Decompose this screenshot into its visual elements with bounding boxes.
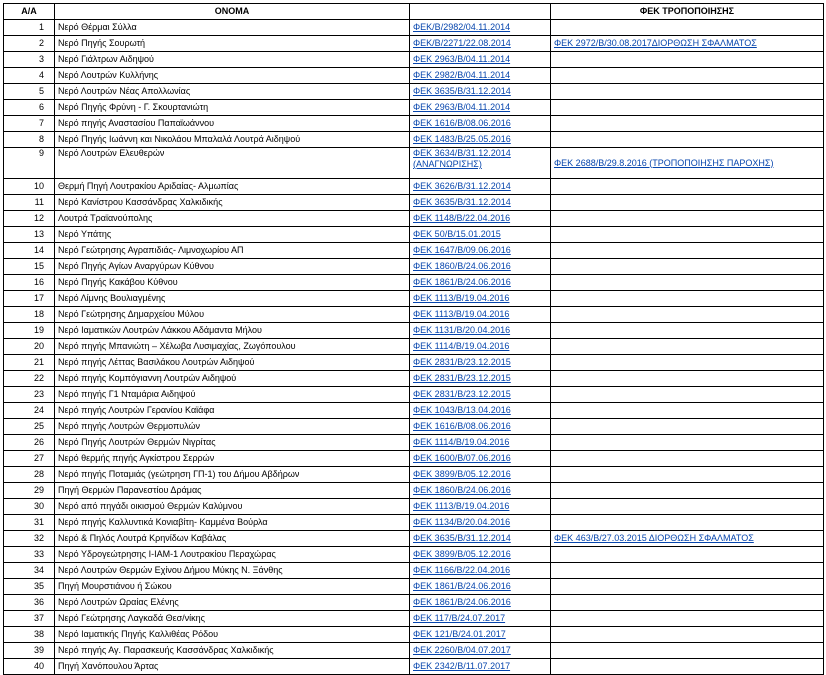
spring-name: Νερό Πηγής Σουρωτή [55,36,410,52]
table-row [4,243,824,259]
modification-cell [551,323,824,339]
table-row [4,84,824,100]
fek-cell [410,403,551,419]
fek-link[interactable]: ΦΕΚ 50/Β/15.01.2015 [413,229,501,239]
modification-cell [551,643,824,659]
table-row [4,659,824,675]
table-row [4,403,824,419]
row-number: 5 [4,84,55,100]
fek-cell [410,531,551,547]
fek-cell [410,20,551,36]
table-row [4,195,824,211]
fek-cell [410,339,551,355]
fek-cell [410,595,551,611]
spring-name: Νερό πηγής Γ1 Νταμάρια Αιδηψού [55,387,410,403]
table-row [4,68,824,84]
fek-link[interactable]: ΦΕΚ 1860/Β/24.06.2016 [413,261,511,271]
fek-cell [410,179,551,195]
modification-cell [551,148,824,179]
fek-link[interactable]: ΦΕΚ 1113/Β/19.04.2016 [413,293,510,303]
table-body [4,20,824,675]
row-number: 15 [4,259,55,275]
spring-name: Νερό Θέρμαι Σύλλα [55,20,410,36]
spring-name: Νερό Πηγής Αγίων Αναργύρων Κύθνου [55,259,410,275]
fek-link[interactable]: ΦΕΚ 3899/Β/05.12.2016 [413,469,511,479]
spring-name: Νερό Γεώτρησης Λαγκαδά Θεσ/νίκης [55,611,410,627]
fek-cell [410,148,551,179]
table-row [4,435,824,451]
table-row [4,563,824,579]
modification-cell [551,243,824,259]
modification-cell [551,579,824,595]
row-number: 4 [4,68,55,84]
row-number: 2 [4,36,55,52]
fek-link[interactable]: ΦΕΚ 2831/Β/23.12.2015 [413,389,511,399]
modification-cell [551,563,824,579]
modification-cell [551,179,824,195]
fek-link[interactable]: ΦΕΚ/Β/2271/22.08.2014 [413,38,511,48]
fek-link[interactable]: ΦΕΚ 1860/Β/24.06.2016 [413,485,511,495]
fek-link[interactable]: ΦΕΚ 1483/Β/25.05.2016 [413,134,511,144]
spring-name: Νερό θερμής πηγής Αγκίστρου Σερρών [55,451,410,467]
modification-cell [551,100,824,116]
fek-cell [410,100,551,116]
spring-name: Νερό πηγής Μπανιώτη – Χέλωβα Λυσιμαχίας, Ζωγόπουλου [55,339,410,355]
fek-link[interactable]: ΦΕΚ 121/Β/24.01.2017 [413,629,506,639]
fek-link[interactable]: ΦΕΚ 1616/Β/08.06.2016 [413,118,511,128]
spring-name: Νερό Ιαματικής Πηγής Καλλιθέας Ρόδου [55,627,410,643]
row-number: 25 [4,419,55,435]
modification-cell [551,307,824,323]
modification-link[interactable]: ΦΕΚ 463/Β/27.03.2015 ΔΙΟΡΘΩΣΗ ΣΦΑΛΜΑΤΟΣ [554,533,754,543]
fek-link[interactable]: ΦΕΚ 1861/Β/24.06.2016 [413,277,511,287]
row-number: 11 [4,195,55,211]
row-number: 19 [4,323,55,339]
table-row [4,643,824,659]
row-number: 13 [4,227,55,243]
table-row [4,275,824,291]
row-number: 22 [4,371,55,387]
row-number: 10 [4,179,55,195]
modification-cell [551,52,824,68]
fek-cell [410,323,551,339]
table-row [4,627,824,643]
spring-name: Θερμή Πηγή Λουτρακίου Αριδαίας- Αλμωπίας [55,179,410,195]
fek-cell [410,116,551,132]
modification-cell [551,355,824,371]
modification-cell [551,531,824,547]
row-number: 24 [4,403,55,419]
row-number: 18 [4,307,55,323]
table-row [4,579,824,595]
spring-name: Νερό πηγής Αγ. Παρασκευής Κασσάνδρας Χαλκιδικής [55,643,410,659]
header-name: ΟΝΟΜΑ [55,4,410,20]
fek-cell [410,291,551,307]
table-row [4,467,824,483]
fek-link[interactable]: ΦΕΚ 2342/Β/11.07.2017 [413,661,511,671]
fek-cell [410,259,551,275]
modification-link[interactable]: ΦΕΚ 2688/Β/29.8.2016 (ΤΡΟΠΟΠΟΙΗΣΗΣ ΠΑΡΟΧΗΣ) [554,157,774,168]
spring-name: Νερό πηγής Καλλυντικά Κονιαβίτη- Καμμένα Βούρλα [55,515,410,531]
fek-cell [410,499,551,515]
row-number: 35 [4,579,55,595]
table-row [4,211,824,227]
modification-cell [551,387,824,403]
modification-link[interactable]: ΦΕΚ 2972/Β/30.08.2017ΔΙΟΡΘΩΣΗ ΣΦΑΛΜΑΤΟΣ [554,38,757,48]
spring-name: Νερό Πηγής Λουτρών Θερμών Νιγρίτας [55,435,410,451]
fek-link[interactable]: ΦΕΚ 1134/Β/20.04.2016 [413,517,511,527]
header-mod: ΦΕΚ ΤΡΟΠΟΠΟΙΗΣΗΣ [551,4,824,20]
spring-name: Νερό Υδρογεώτρησης Ι-ΙΑΜ-1 Λουτρακίου Περαχώρας [55,547,410,563]
modification-cell [551,339,824,355]
modification-cell [551,227,824,243]
modification-cell [551,435,824,451]
modification-cell [551,275,824,291]
spring-name: Νερό Υπάτης [55,227,410,243]
spring-name: Νερό Γεώτρησης Αγραπιδιάς- Λιμνοχωρίου ΑΠ [55,243,410,259]
fek-link[interactable]: ΦΕΚ 3635/Β/31.12.2014 [413,197,511,207]
header-fek [410,4,551,20]
spring-name: Νερό πηγής Αναστασίου Παπαϊωάννου [55,116,410,132]
spring-name: Νερό από πηγάδι οικισμού Θερμών Καλύμνου [55,499,410,515]
modification-cell [551,403,824,419]
fek-link[interactable]: ΦΕΚ 2831/Β/23.12.2015 [413,357,511,367]
row-number: 40 [4,659,55,675]
spring-name: Νερό Γεώτρησης Δημαρχείου Μύλου [55,307,410,323]
modification-cell [551,547,824,563]
fek-link[interactable]: ΦΕΚ 1616/Β/08.06.2016 [413,421,511,431]
fek-link[interactable]: ΦΕΚ 3635/Β/31.12.2014 [413,533,511,543]
table-row [4,227,824,243]
spring-name: Νερό Πηγής Φρύνη - Γ. Σκουρτανιώτη [55,100,410,116]
modification-cell [551,68,824,84]
fek-cell [410,307,551,323]
fek-link[interactable]: ΦΕΚ 1166/Β/22.04.2016 [413,565,511,575]
table-row [4,116,824,132]
spring-name: Νερό Λουτρών Ωραίας Ελένης [55,595,410,611]
modification-cell [551,371,824,387]
table-row [4,52,824,68]
row-number: 20 [4,339,55,355]
table-row [4,387,824,403]
fek-cell [410,563,551,579]
spring-name: Νερό Πηγής Κακάβου Κύθνου [55,275,410,291]
fek-cell [410,132,551,148]
row-number: 36 [4,595,55,611]
table-row [4,291,824,307]
fek-cell [410,467,551,483]
table-row [4,419,824,435]
fek-cell [410,483,551,499]
fek-cell [410,435,551,451]
table-row [4,595,824,611]
fek-cell [410,195,551,211]
fek-link[interactable]: ΦΕΚ 1113/Β/19.04.2016 [413,309,510,319]
row-number: 39 [4,643,55,659]
spring-name: Πηγή Χανόπουλου Άρτας [55,659,410,675]
modification-cell [551,20,824,36]
fek-link[interactable]: ΦΕΚ 2260/Β/04.07.2017 [413,645,511,655]
fek-cell [410,275,551,291]
table-row [4,100,824,116]
table-row [4,611,824,627]
modification-cell [551,84,824,100]
fek-link[interactable]: ΦΕΚ 1043/Β/13.04.2016 [413,405,511,415]
fek-cell [410,515,551,531]
row-number: 28 [4,467,55,483]
modification-cell [551,627,824,643]
table-row [4,339,824,355]
row-number: 34 [4,563,55,579]
modification-cell [551,259,824,275]
row-number: 29 [4,483,55,499]
fek-cell [410,643,551,659]
fek-link[interactable]: ΦΕΚ 2963/Β/04.11.2014 [413,102,511,112]
spring-name: Νερό Κανίστρου Κασσάνδρας Χαλκιδικής [55,195,410,211]
fek-link[interactable]: ΦΕΚ 3626/Β/31.12.2014 [413,181,511,191]
modification-cell [551,515,824,531]
fek-link[interactable]: ΦΕΚ 1861/Β/24.06.2016 [413,581,511,591]
table-row [4,451,824,467]
modification-cell [551,195,824,211]
row-number: 7 [4,116,55,132]
spring-name: Νερό Λουτρών Νέας Απολλωνίας [55,84,410,100]
modification-cell [551,36,824,52]
modification-cell [551,419,824,435]
row-number: 32 [4,531,55,547]
spring-name: Νερό πηγής Λέττας Βασιλάκου Λουτρών Αιδηψού [55,355,410,371]
fek-link[interactable]: ΦΕΚ/Β/2982/04.11.2014 [413,22,511,32]
fek-cell [410,68,551,84]
modification-cell [551,211,824,227]
springs-table [3,3,824,675]
fek-cell [410,419,551,435]
fek-cell [410,227,551,243]
row-number: 37 [4,611,55,627]
table-row [4,132,824,148]
table-row [4,499,824,515]
modification-cell [551,659,824,675]
table-row [4,483,824,499]
spring-name: Νερό πηγής Ποταμιάς (γεώτρηση ΓΠ-1) του Δήμου Αβδήρων [55,467,410,483]
row-number: 31 [4,515,55,531]
spring-name: Νερό Λουτρών Κυλλήνης [55,68,410,84]
fek-cell [410,52,551,68]
modification-cell [551,467,824,483]
fek-link[interactable]: ΦΕΚ 1131/Β/20.04.2016 [413,325,511,335]
row-number: 38 [4,627,55,643]
table-row [4,355,824,371]
table-row [4,371,824,387]
fek-cell [410,355,551,371]
row-number: 33 [4,547,55,563]
fek-cell [410,547,551,563]
fek-link[interactable]: ΦΕΚ 1600/Β/07.06.2016 [413,453,511,463]
modification-cell [551,132,824,148]
fek-link[interactable]: ΦΕΚ 3634/Β/31.12.2014 (ΑΝΑΓΝΩΡΙΣΗΣ) [413,148,511,169]
row-number: 14 [4,243,55,259]
table-row [4,20,824,36]
table-row [4,547,824,563]
spring-name: Πηγή Μουρστιάνου ή Σώκου [55,579,410,595]
fek-link[interactable]: ΦΕΚ 117/Β/24.07.2017 [413,613,506,623]
table-row [4,259,824,275]
fek-link[interactable]: ΦΕΚ 2831/Β/23.12.2015 [413,373,511,383]
fek-cell [410,211,551,227]
spring-name: Νερό Λουτρών Ελευθερών [55,148,410,179]
fek-cell [410,387,551,403]
table-row [4,36,824,52]
row-number: 21 [4,355,55,371]
spring-name: Νερό Λίμνης Βουλιαγμένης [55,291,410,307]
table-row [4,148,824,179]
row-number: 30 [4,499,55,515]
header-num: Α/Α [4,4,55,20]
spring-name: Νερό Γιάλτρων Αιδηψού [55,52,410,68]
table-row [4,323,824,339]
fek-link[interactable]: ΦΕΚ 2982/Β/04.11.2014 [413,70,511,80]
row-number: 3 [4,52,55,68]
row-number: 6 [4,100,55,116]
fek-cell [410,36,551,52]
modification-cell [551,116,824,132]
fek-cell [410,627,551,643]
modification-cell [551,611,824,627]
row-number: 27 [4,451,55,467]
fek-link[interactable]: ΦΕΚ 1114/Β/19.04.2016 [413,437,510,447]
fek-link[interactable]: ΦΕΚ 1148/Β/22.04.2016 [413,213,511,223]
spring-name: Νερό & Πηλός Λουτρά Κρηνίδων Καβάλας [55,531,410,547]
row-number: 23 [4,387,55,403]
fek-link[interactable]: ΦΕΚ 2963/Β/04.11.2014 [413,54,511,64]
row-number: 9 [4,148,55,179]
fek-cell [410,579,551,595]
spring-name: Νερό Ιαματικών Λουτρών Λάκκου Αδάμαντα Μήλου [55,323,410,339]
header-row [4,4,824,20]
table-row [4,179,824,195]
fek-cell [410,451,551,467]
fek-link[interactable]: ΦΕΚ 3635/Β/31.12.2014 [413,86,511,96]
table-row [4,531,824,547]
table-row [4,307,824,323]
fek-cell [410,243,551,259]
spring-name: Νερό πηγής Κομπόγιαννη Λουτρών Αιδηψού [55,371,410,387]
spring-name: Λουτρά Τραϊανούπολης [55,211,410,227]
row-number: 17 [4,291,55,307]
modification-cell [551,499,824,515]
fek-cell [410,611,551,627]
modification-cell [551,451,824,467]
row-number: 16 [4,275,55,291]
fek-cell [410,371,551,387]
fek-link[interactable]: ΦΕΚ 3899/Β/05.12.2016 [413,549,511,559]
fek-link[interactable]: ΦΕΚ 1113/Β/19.04.2016 [413,501,510,511]
row-number: 26 [4,435,55,451]
spring-name: Νερό πηγής Λουτρών Γερανίου Καϊάφα [55,403,410,419]
table-row [4,515,824,531]
modification-cell [551,595,824,611]
row-number: 8 [4,132,55,148]
spring-name: Πηγή Θερμών Παρανεστίου Δράμας [55,483,410,499]
modification-cell [551,291,824,307]
spring-name: Νερό Λουτρών Θερμών Εχίνου Δήμου Μύκης Ν. Ξάνθης [55,563,410,579]
row-number: 12 [4,211,55,227]
spring-name: Νερό πηγής Λουτρών Θερμοπυλών [55,419,410,435]
fek-link[interactable]: ΦΕΚ 1647/Β/09.06.2016 [413,245,511,255]
row-number: 1 [4,20,55,36]
spring-name: Νερό Πηγής Ιωάννη και Νικολάου Μπαλαλά Λουτρά Αιδηψού [55,132,410,148]
modification-cell [551,483,824,499]
fek-cell [410,84,551,100]
fek-link[interactable]: ΦΕΚ 1114/Β/19.04.2016 [413,341,510,351]
fek-link[interactable]: ΦΕΚ 1861/Β/24.06.2016 [413,597,511,607]
fek-cell [410,659,551,675]
